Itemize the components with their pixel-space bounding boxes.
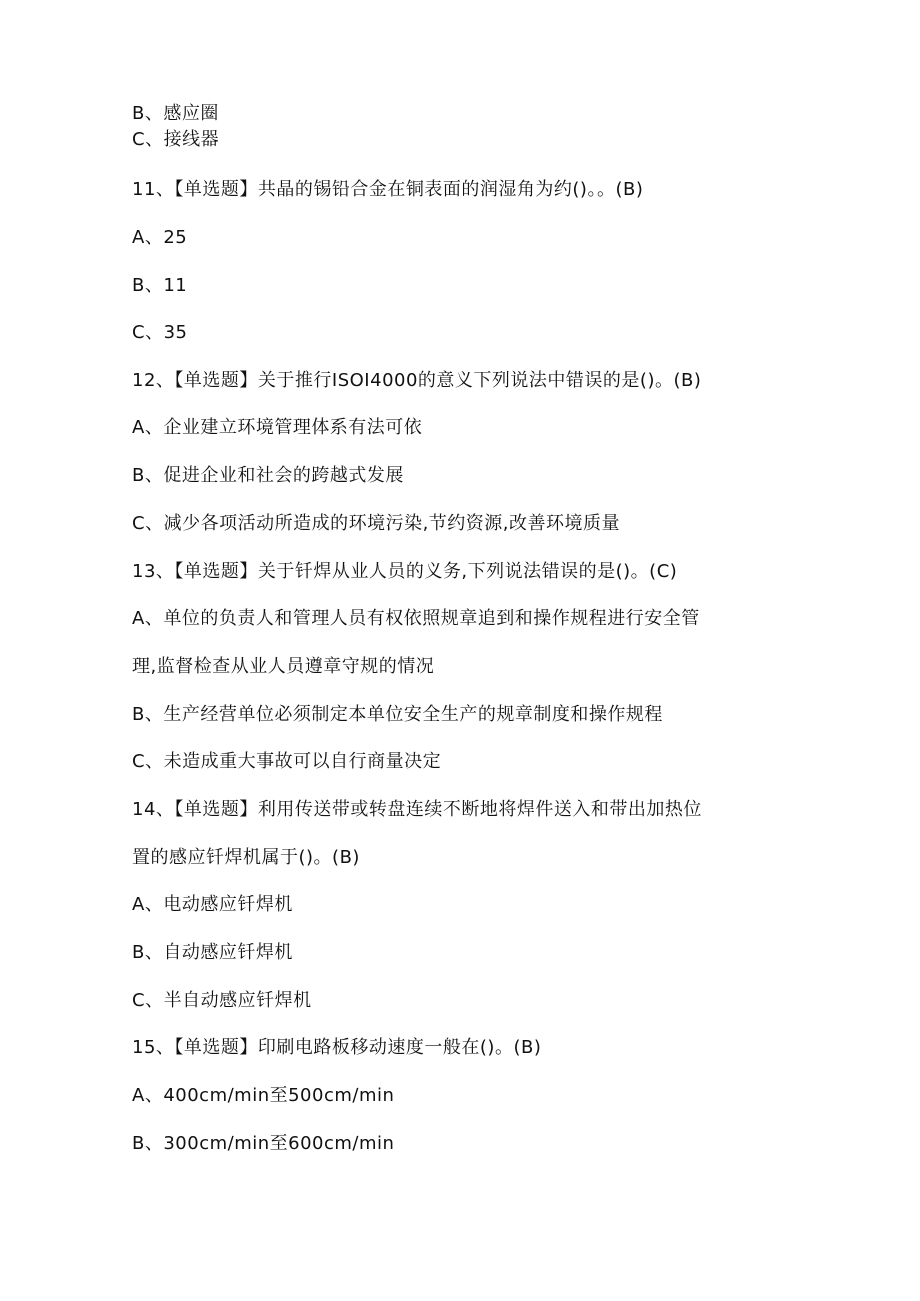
option-b-q14: B、自动感应钎焊机 <box>132 942 293 963</box>
option-c-q14: C、半自动感应钎焊机 <box>132 990 312 1011</box>
option-a-q14: A、电动感应钎焊机 <box>132 894 293 915</box>
option-a-q15: A、400cm∕min至500cm∕min <box>132 1085 395 1106</box>
option-c-q13: C、未造成重大事故可以自行商量决定 <box>132 751 442 772</box>
question-15: 15、【单选题】印刷电路板移动速度一般在()。(B) <box>132 1037 542 1058</box>
option-b-q15: B、300cm∕min至600cm∕min <box>132 1133 395 1154</box>
option-a-q12: A、企业建立环境管理体系有法可依 <box>132 417 423 438</box>
option-b-q12: B、促进企业和社会的跨越式发展 <box>132 465 404 486</box>
option-c-q11: C、35 <box>132 322 188 343</box>
option-b-q11: B、11 <box>132 275 188 296</box>
option-c-q10: C、接线器 <box>132 129 220 150</box>
option-a-q13: A、单位的负责人和管理人员有权依照规章追到和操作规程进行安全管 <box>132 608 700 629</box>
question-13: 13、【单选题】关于钎焊从业人员的义务,下列说法错误的是()。(C) <box>132 561 678 582</box>
option-a-q11: A、25 <box>132 227 188 248</box>
question-12: 12、【单选题】关于推行ISOI4000的意义下列说法中错误的是()。(B) <box>132 370 702 391</box>
question-14: 14、【单选题】利用传送带或转盘连续不断地将焊件送入和带出加热位 <box>132 799 702 820</box>
question-11: 11、【单选题】共晶的锡铅合金在铜表面的润湿角为约()。。(B) <box>132 179 644 200</box>
option-a-q13-continued: 理,监督检查从业人员遵章守规的情况 <box>132 656 435 677</box>
option-b-q13: B、生产经营单位必须制定本单位安全生产的规章制度和操作规程 <box>132 704 663 725</box>
option-c-q12: C、减少各项活动所造成的环境污染,节约资源,改善环境质量 <box>132 513 621 534</box>
question-14-continued: 置的感应钎焊机属于()。(B) <box>132 847 360 868</box>
option-b-q10: B、感应圈 <box>132 103 219 124</box>
